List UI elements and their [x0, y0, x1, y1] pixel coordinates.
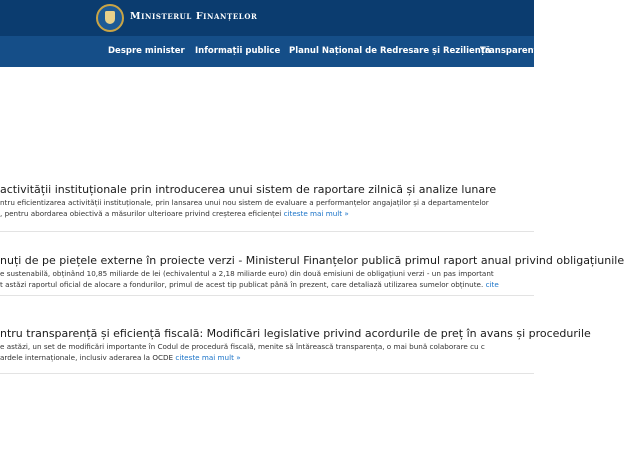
article-title[interactable]: ntru transparență și eficiență fiscală: Modificări legislative privind acordurile de preț în avans și procedurile — [0, 327, 591, 340]
read-more-link[interactable]: cite — [485, 280, 499, 289]
news-article — [0, 327, 591, 374]
article-excerpt-line — [0, 209, 349, 218]
main-nav — [0, 36, 544, 67]
news-article — [0, 183, 534, 232]
read-more-link[interactable]: citeste mai mult » — [175, 353, 241, 362]
article-title[interactable]: activității instituționale prin introducerea unui sistem de raportare zilnică și analize lunare — [0, 183, 497, 196]
article-title[interactable]: nuți de pe piețele externe în proiecte verzi - Ministerul Finanțelor publică primul raport anual privind obligațiunile — [0, 254, 624, 267]
site-brand[interactable]: Ministerul Finanțelor — [130, 11, 258, 22]
nav-transparenta[interactable]: Transparență — [480, 46, 544, 56]
article-excerpt-text: ardele internaționale, inclusiv aderarea la OCDE — [0, 353, 174, 362]
article-excerpt-line: e astăzi, un set de modificări importante în Codul de procedură fiscală, menite să întărească transparența, o mai bună colaborare cu c — [0, 342, 485, 351]
article-excerpt-line: e sustenabilă, obținând 10,85 miliarde de lei (echivalentul a 2,18 miliarde euro) din două emisiuni de obligațiuni verzi - un pas important — [0, 269, 494, 278]
nav-pnrr[interactable]: Planul Național de Redresare și Reziliență — [289, 46, 491, 56]
nav-informatii-publice[interactable]: Informații publice — [195, 46, 281, 56]
article-excerpt-text: , pentru abordarea obiectivă a măsurilor ulterioare privind creșterea eficienței — [0, 209, 282, 218]
article-excerpt-line: ntru eficientizarea activității instituționale, prin lansarea unui nou sistem de evaluare a performanțelor angajaților și a departamentelor — [0, 198, 489, 207]
site-header — [0, 0, 534, 36]
nav-despre-minister[interactable]: Despre minister — [108, 46, 185, 56]
article-excerpt-line — [0, 280, 499, 289]
article-excerpt-line — [0, 353, 241, 362]
coat-of-arms-icon[interactable] — [96, 4, 124, 32]
article-excerpt-text: t astăzi raportul oficial de alocare a fondurilor, primul de acest tip publicat până în prezent, care detaliază utilizarea sumelor obținute. — [0, 280, 484, 289]
news-article — [0, 254, 624, 296]
read-more-link[interactable]: citeste mai mult » — [283, 209, 349, 218]
